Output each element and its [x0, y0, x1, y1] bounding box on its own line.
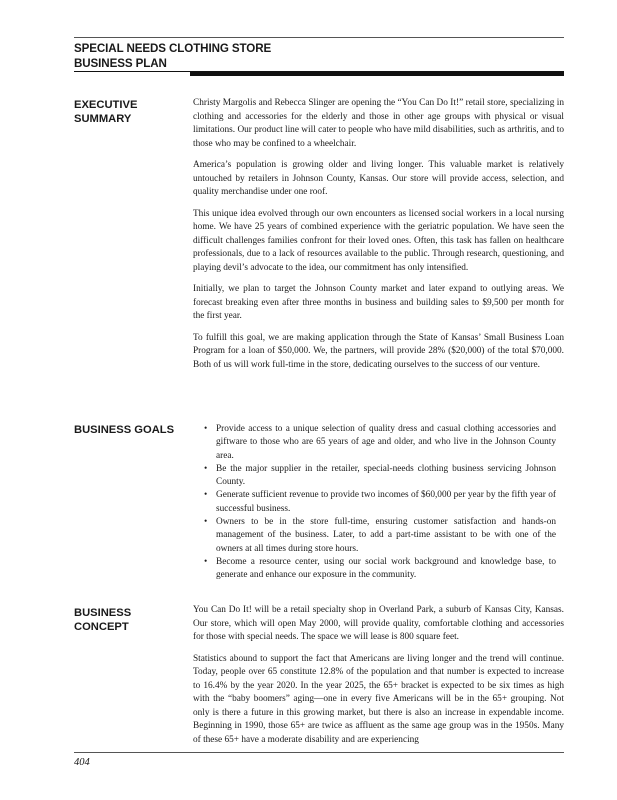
page-number: 404	[74, 757, 90, 768]
paragraph: This unique idea evolved through our own encounters as licensed social workers in a local nursing home. We have 25 years of combined experience with the geriatric population. We have seen the difficult challenges families confront for their loved ones. Often, this task has fallen on healthcare professionals, due to a lack of resources available to the public. Through research, questioning, and playing devil’s advocate to the idea, our commitment has only intensified.	[193, 208, 564, 273]
business-concept-heading: BUSINESS CONCEPT	[74, 607, 132, 633]
document-title	[74, 42, 271, 71]
executive-summary-body	[193, 97, 564, 380]
business-goals-body	[193, 423, 564, 583]
paragraph: Initially, we plan to target the Johnson County market and later expand to outlying areas. We forecast breaking even after three months in business and building sales to $9,500 per month for the first year.	[193, 284, 564, 321]
list-item: • Be the major supplier in the retailer, special-needs clothing business servicing Johnson County.	[204, 463, 556, 490]
business-goals-heading: BUSINESS GOALS	[74, 424, 175, 436]
title-line-1: SPECIAL NEEDS CLOTHING STORE	[74, 42, 272, 55]
business-concept-body	[193, 604, 564, 755]
bottom-rule	[74, 752, 564, 753]
list-item: • Become a resource center, using our social work background and knowledge base, to generate and enhance our exposure in the community.	[204, 556, 556, 583]
goals-list	[193, 423, 564, 583]
paragraph: America’s population is growing older and living longer. This valuable market is relatively untouched by retailers in Johnson County, Kansas. Our store will provide access, selection, and quality merchandise under one roof.	[193, 160, 564, 197]
header-bar	[190, 71, 564, 76]
paragraph: Statistics abound to support the fact that Americans are living longer and the trend will continue. Today, people over 65 constitute 12.8% of the population and that number is expected to increase to 16.4% by the year 2020. In the year 2025, the 65+ bracket is expected to be six times as high with the “baby boomers” aging—one in every five Americans will be in the 65+ grouping. Not only is there a future in this growing market, but there is also an increase in expendable income. Beginning in 1990, those 65+ are twice as affluent as the same age group was in the 1950s. Many of these 65+ have a moderate disability and are experiencing	[193, 653, 564, 745]
executive-summary-heading: EXECUTIVE SUMMARY	[74, 99, 138, 125]
title-underline	[74, 71, 190, 72]
top-rule	[74, 37, 564, 38]
list-item: • Generate sufficient revenue to provide two incomes of $60,000 per year by the fifth year of successful business.	[204, 489, 556, 516]
paragraph: Christy Margolis and Rebecca Slinger are opening the “You Can Do It!” retail store, specializing in clothing and accessories for the elderly and those in other age groups with physical or visual limitations. Our product line will cater to people who have mild disabilities, such as arthritis, and to those who may be confined to a wheelchair.	[193, 98, 564, 149]
paragraph: To fulfill this goal, we are making application through the State of Kansas’ Small Business Loan Program for a loan of $50,000. We, the partners, will provide 28% ($20,000) of the total $70,000. Both of us will work full-time in the store, dedicating ourselves to the success of our venture.	[193, 332, 564, 370]
paragraph: You Can Do It! will be a retail specialty shop in Overland Park, a suburb of Kansas City, Kansas. Our store, which will open May 2000, will provide quality, comfortable clothing and accessories for those with special needs. The space we will lease is 800 square feet.	[193, 605, 564, 642]
list-item: • Provide access to a unique selection of quality dress and casual clothing accessories and giftware to those who are 65 years of age and older, and who live in the Johnson County area.	[204, 423, 556, 463]
list-item: • Owners to be in the store full-time, ensuring customer satisfaction and hands-on management of the business. Later, to add a part-time assistant to be with one of the owners at all times during store hours.	[204, 516, 556, 556]
title-line-2: BUSINESS PLAN	[74, 56, 167, 70]
